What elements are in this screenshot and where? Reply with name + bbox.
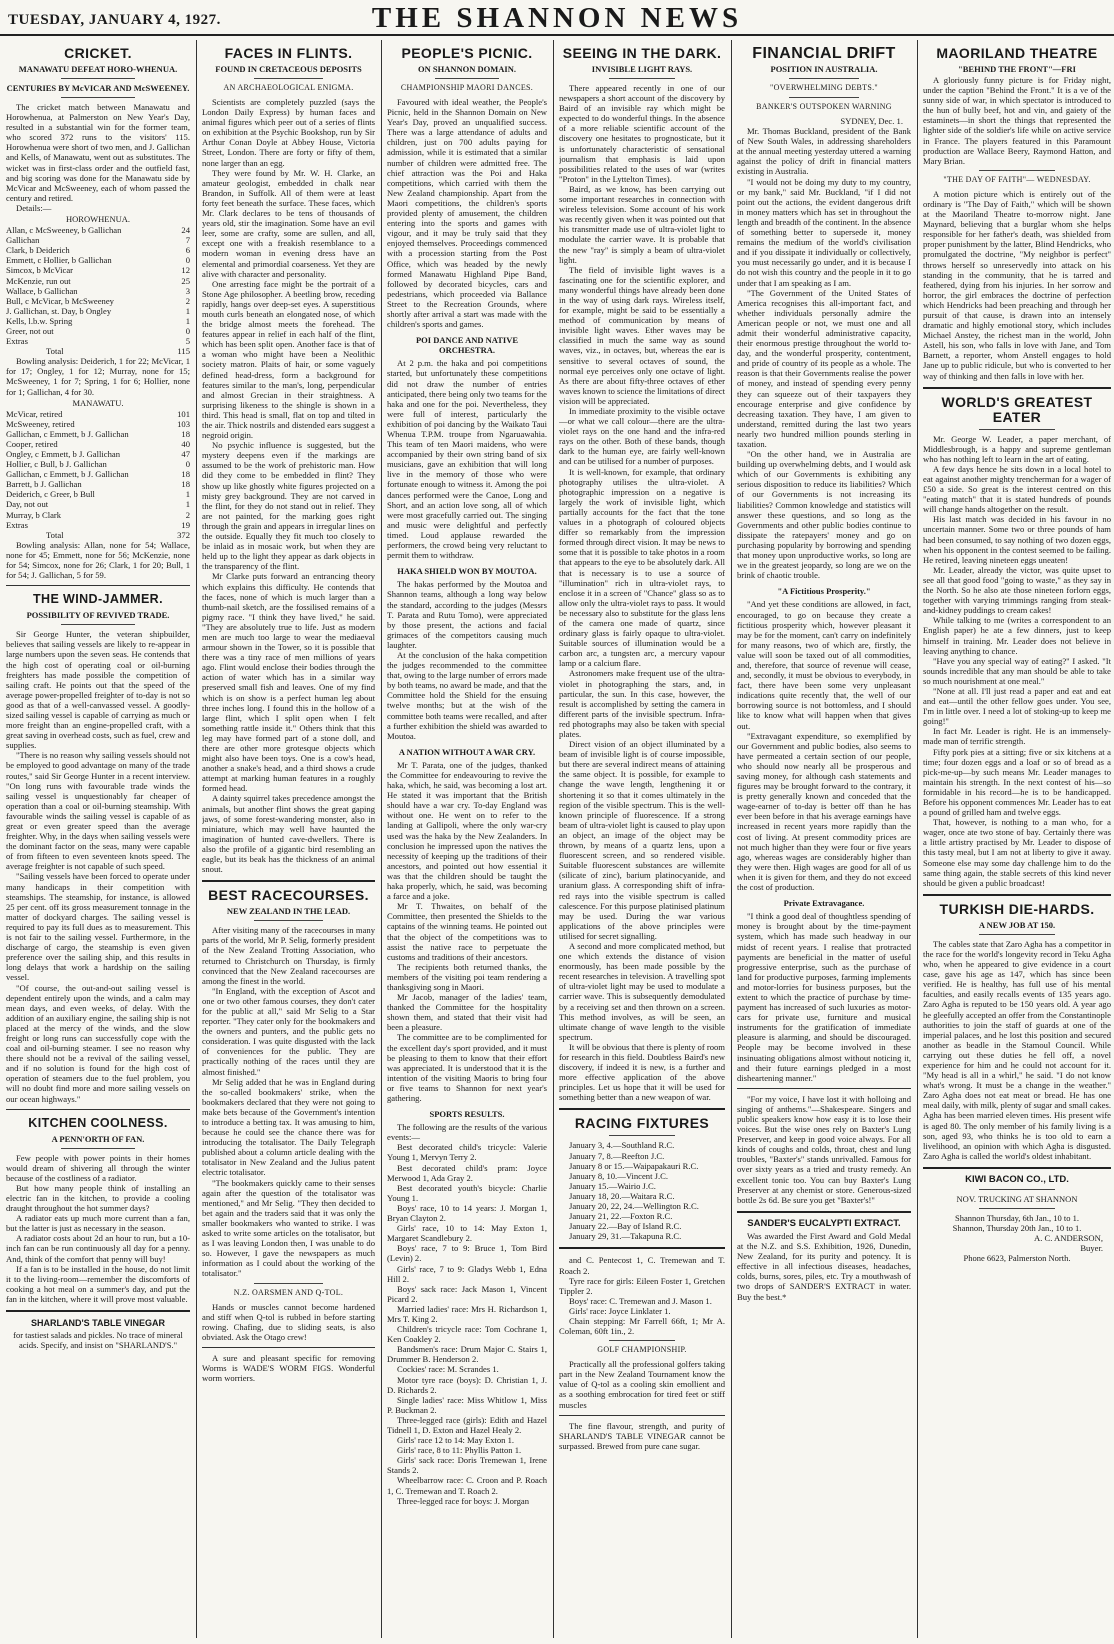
dark-paragraph: The field of invisible light waves is a fascinating one for the scientific explorer, and many wonderful things have already been done in the way of using dark rays. Wireless itself, for example, might be said to be essentially a method of communication by means of invisible light waves. Ether waves may be classified in much the same way as sound waves, viz., in octaves, but, whereas the ear is sensitive to several octaves of sound, the normal eye perceives only one octave of light. As there are about fifty-three octaves of ether waves known to science the limitations of direct vision will be appreciated.	[559, 264, 725, 406]
financial-paragraph: "And yet these conditions are allowed, in fact, encouraged, to go on because they create a fictitious prosperity which, however pleasant it may be for the moment, can't carry on indefinitely for many reasons, two of which are, firstly, the value will soon be taxed out of all commodities, and, therefore, that source of revenue will cease, and, secondly, it must be obvious to everybody, in fact, there have been some very unpleasant indications quite recently that, the well of our borrowing source is not bottomless, and I should like to know what will happen when that gives out.	[737, 599, 911, 731]
result-item: Best decorated child's tricycle: Valerie Young 1, Mervyn Terry 2.	[387, 1142, 547, 1163]
faces-paragraph: They were found by Mr. W. H. Clarke, an amateur geologist, embedded in chalk near Brandon, in Suffolk. All of them were at least forty feet beneath the surface. These faces, which Mr. Clark declares to be tens of thousands of years old, stir the imagination. Some have an evil leer, some are crafty, some are sullen, and all, except one with a freakish resemblance to a modern woman in evening dress have an elemental and primordial coarseness. Yet they are alive with character and personality.	[202, 167, 375, 279]
sports-results-list	[387, 1142, 547, 1505]
eater-paragraph: His last match was decided in his favour in no uncertain manner. Some two or three pounds of ham had been consumed, to say nothing of two dozen eggs, when his opponent in the contest seemed to be failing. He retired, leaving nineteen eggs uneaten!	[923, 514, 1111, 565]
fixture-row: January 15.—Wairio J.C.	[569, 1180, 656, 1191]
result-item: Boys' race, 10 to 14 years: J. Morgan 1, Bryan Clayton 2.	[387, 1202, 547, 1224]
batsman-entry: Day, not out	[6, 499, 49, 510]
windjammer-paragraph: "Of course, the out-and-out sailing vessel is dependent entirely upon the winds, and a calm may mean days, and even weeks, of delay. With the addition of an auxiliary engine, the sailing ship is not placed at the mercy of the winds, and the slow freight or long runs can successfully cope with the coal and oil-burning steamer. I see no reason why there should not be a revival of the sailing vessel, and if no solution is found for the high cost of operation of steamers due to the fuel problem, you will no doubt find more and more sailing vessels on our ocean highways."	[6, 982, 190, 1104]
column-2	[202, 40, 375, 1640]
turkish-headline: TURKISH DIE-HARDS.	[939, 900, 1095, 917]
fixture-row: January 20, 22, 24.—Wellington R.C.	[569, 1201, 699, 1212]
eater-headline: WORLD'S GREATEST EATER	[941, 393, 1093, 425]
oarsmen-headline: N.Z. OARSMEN AND Q-TOL.	[233, 1287, 344, 1297]
batsman-row	[6, 316, 190, 326]
batsman-entry: McKenzie, run out	[6, 275, 71, 286]
batsman-runs: 25	[181, 275, 190, 286]
dark-paragraph: Direct vision of an object illuminated by a beam of invisible light is of course impossible, but there are several indirect means of attaining the same object. It is possible, for example to change the wave length, lengthening it or shortening it so that it comes ultimately in the region of the visible spectrum. This is the well-known principle of fluorescence. If a strong beam of ultra-violet light is caused to play upon an object, an image of the object may be thrown, by means of a quartz lens, upon a fluorescent screen, and so rendered visible. Suitable fluorescent substances are willemite (silicate of zinc), barium platinocyanide, and uranium glass. A corresponding shift of infra-red rays into the visible spectrum is called calescence. For this purpose platinised platinum may be used. During the war various applications of the above principles were utilised for secret signalling.	[559, 739, 725, 941]
batsman-runs: 6	[185, 245, 190, 256]
batsman-runs: 101	[177, 408, 190, 419]
batsman-row	[6, 225, 190, 235]
eater-paragraph: Mr. Leader, already the victor, was quite upset to see all that good food "going to waste," as they say in the North. So he also ate those nineteen forlorn eggs, together with varying trimmings ranging from steak-and-kidney puddings to cream cakes!	[923, 564, 1111, 616]
sanders-ad-text: Was awarded the First Award and Gold Medal at the N.Z. and S.S. Exhibition, 1926, Dunedin, New Zealand, for its purity and potency. It is effective in all infectious diseases, headaches, colds, burns, sores, piles, etc. Try a mouthwash of two drops of SANDER'S EXTRACT in water. Buy the best.*	[737, 1230, 911, 1302]
racecourses-paragraph: Mr Selig added that he was in England during the so-called bookmakers' strike, when the bookmakers declared that they were not going to make bets because of the Government's intention to introduce a betting tax. It was amusing to him, because he could see the chance there was for introducing the totalisator. The Daily Telegraph published about a column article dealing with the totalisator in New Zealand and the Julius patent electric totalisator.	[202, 1076, 375, 1178]
kitchen-paragraph: A radiator costs about 2d an hour to run, but a 10-inch fan can be run continuously all day for a penny. And, think of the comfort that penny will buy!	[6, 1233, 190, 1264]
kitchen-paragraph: If a fan is to be installed in the house, do not limit it to the living-room—remember the discomforts of cooking a hot meal on a summer's day, and put the fan in the kitchen, where it will prove most valuable.	[6, 1263, 190, 1304]
faces-subhead-2: AN ARCHAEOLOGICAL ENIGMA.	[223, 83, 354, 92]
fixture-row: January 29, 31.—Takapuna R.C.	[569, 1231, 682, 1242]
dark-headline: SEEING IN THE DARK.	[562, 45, 722, 61]
column-3	[387, 40, 547, 1640]
fixture-row: January 7, 8.—Reefton J.C.	[569, 1150, 665, 1161]
result-item: Girls' race 12 to 14: May Exton 1.	[397, 1435, 515, 1446]
result-item: Boys' sack race: Jack Mason 1, Vincent Picard 2.	[387, 1283, 547, 1304]
faces-paragraph: One arresting face might be the portrait of a Stone Age philosopher. A beetling brow, receding rapidly, hangs over deep-set eyes. A superstitious mouth curls beneath an elongated nose, of which the bridge almost meets the forehead. The features appear in relief in each half of the flint, which has been split open. Another face is that of a woman who might have been a Neolithic society matron. Plaits of hair, or some vaguely defined head-dress, form a background for features similar to the man's, long, perpendicular and almost Grecian in their straightness. A surprising likeness to the shingle is shown in a third. This head is small, flat on top and tilted in the air. Thick nostrils and distended ears suggest a negroid origin.	[202, 278, 375, 441]
batsman-row	[6, 265, 190, 275]
windjammer-headline: THE WIND-JAMMER.	[32, 592, 163, 607]
column-rule	[196, 40, 197, 1638]
result-item: Boys' race: C. Tremewan and J. Mason 1.	[569, 1295, 712, 1306]
financial-headline: FINANCIAL DRIFT	[752, 45, 896, 62]
column-rule	[731, 40, 732, 1638]
result-item: Wheelbarrow race: C. Croon and P. Roach 1, C. Tremewan and T. Roach 2.	[387, 1475, 547, 1496]
haka-section-body	[387, 579, 547, 741]
war-cry-section-body	[387, 760, 547, 1103]
picnic-subhead-2: CHAMPIONSHIP MAORI DANCES.	[400, 83, 534, 92]
turkish-text: The cables state that Zaro Agha has a competitor in the race for the world's longevity record in Teku Agha who, when he appeared to give evidence in a court case, gave his age as 147, which has since been verified. He is healthy, has full use of his mental faculties, and easily recalls events of 135 years ago. Zaro Agha is reputed to be 150 years old. A year ago he gleefully accepted an offer from the Constantinople authorities to join the staff of guards at one of the imperial palaces, and he lost this position and secured another as beadle in the Stamoul Council. While carrying out these duties he fell off, a novel experience for him and he could not account for it. "My head is all in a whirl," he said. "I do not know what's wrong. It must be a change in the weather." Zaro Agha does not eat meat or bread. He has one meal daily, with milk, plenty of sugar and small cakes. Agha has been married eleven times. His present wife is aged 80. The only member of his family living is a son, aged 93, who thinks he is too old to earn a livelihood, an opinion with which Agha is disgusted. Zaro Agha is called the world's oldest inhabitant.	[923, 938, 1111, 1161]
cricket-details-label: Details:—	[16, 202, 52, 213]
fixture-row: January 3, 4.—Southland R.C.	[569, 1140, 675, 1151]
batsman-row	[6, 469, 190, 479]
dark-subhead: INVISIBLE LIGHT RAYS.	[591, 64, 693, 74]
war-cry-paragraph: The recipients both returned thanks, the members of the visiting poi team rendering a thanksgiving song in Maori.	[387, 961, 547, 992]
financial-subhead-2: "OVERWHELMING DEBTS."	[770, 83, 878, 92]
racing-fixtures-headline: RACING FIXTURES	[574, 1115, 710, 1132]
batsman-entry: Gallichan, c Emmett, b J. Gallichan	[6, 428, 129, 439]
kitchen-paragraph: A radiator eats up much more current than a fan, but the latter is just as necessary in the season.	[6, 1213, 190, 1234]
batsman-entry: Clark, b Deiderich	[6, 245, 70, 256]
sports-results-intro: The following are the results of the various events:—	[387, 1122, 547, 1143]
faces-subhead: FOUND IN CRETACEOUS DEPOSITS	[215, 64, 362, 74]
cricket-subhead: MANAWATU DEFEAT HORO-WHENUA.	[18, 64, 178, 74]
batsman-entry: Kells, l.b.w. Spring	[6, 315, 73, 326]
result-item: Children's tricycle race: Tom Cochrane 1, Ken Coakley 2.	[387, 1324, 547, 1345]
batsman-entry: Emmett, c Hollier, b Gallichan	[6, 255, 112, 266]
windjammer-paragraph: "There is no reason why sailing vessels should not be employed to good advantage on many of the trade routes," said Sir George Hunter in a recent interview. "On long runs with favourable trade winds the sailing vessel is unquestionably far cheaper of operation than a coal or oil-burning steamship. With favourable winds the sailing vessel is capable of as great or even greater speed than the average freighter. Why, in the days when sailing vessels were the dominant factor on the seas, many were capable of from fifteen to even seventeen knots speed. The average freighter is not capable of such speed.	[6, 750, 190, 872]
kitchen-headline: KITCHEN COOLNESS.	[28, 1115, 168, 1130]
result-item: Cockies' race: M. Scrandes 1.	[397, 1364, 499, 1375]
golf-headline: GOLF CHAMPIONSHIP.	[597, 1345, 687, 1355]
private-extravagance-heading: Private Extravagance.	[783, 898, 865, 909]
column-rule	[381, 40, 382, 1638]
batsman-runs: 103	[177, 418, 190, 429]
batsman-entry: Ongley, c Emmett, b J. Gallichan	[6, 449, 120, 459]
batsman-runs: 0	[185, 255, 190, 266]
batsman-entry: Extras	[6, 336, 28, 347]
batsman-runs: 18	[181, 479, 190, 490]
racecourses-subhead: NEW ZEALAND IN THE LEAD.	[226, 906, 351, 917]
fixture-row: January 8 or 15.—Waipapakauri R.C.	[569, 1160, 699, 1171]
racecourses-paragraph: "In England, with the exception of Ascot and one or two other famous courses, they don't cater for the public at all," said Mr Selig to a Star reporter. "They cater only for the bookmakers and the owners and punters, and the public gets no consideration. I was quite disgusted with the lack of conveniences for the public. They are practically nothing of the races until they are almost finished."	[202, 985, 375, 1077]
dark-paragraph: There appeared recently in one of our newspapers a short account of the discovery by Baird of an invisible ray which might be expected to do wonderful things. In the absence of a more reliable scientific account of the discovery one hesitates to prognosticate, but it is unfortunately characteristic of sensational journalism that emphasis is laid upon possibilities related to the uses of war (writes "Proton" in the Lyttelton Times).	[559, 83, 725, 184]
batsman-row	[6, 255, 190, 265]
eater-paragraph: Fifty pork pies at a sitting; five or six kitchens at a time; four dozen eggs and a loaf or so of bread as a pick-me-up—by such means Mr. Leader manages to maintain his strength. In the next contest of his—so formidable in his record—he is to be handicapped. Before his opponent commences Mr. Leader has to eat a pound of grilled ham and twelve eggs.	[923, 746, 1111, 818]
batsman-row	[6, 306, 190, 316]
day-of-faith-headline: "THE DAY OF FAITH"— WEDNESDAY.	[943, 174, 1091, 184]
vinegar-ad-title: SHARLAND'S TABLE VINEGAR	[31, 1318, 165, 1329]
cricket-subhead-2: CENTURIES BY McVICAR AND McSWEENEY.	[6, 83, 190, 93]
kitchen-body	[6, 1153, 190, 1304]
batsman-row	[6, 520, 190, 530]
result-item: Bandsmen's race: Drum Major C. Stairs 1, Drummer B. Henderson 2.	[387, 1344, 547, 1365]
result-item: Girls' sack race: Doris Tremewan 1, Irene Stands 2.	[387, 1455, 547, 1476]
financial-paragraph: "On the other hand, we in Australia are building up overwhelming debts, and I would ask which of our Governments is exhibiting any serious disposition to reduce its liabilities? Which of our Governments is not increasing its liabilities? Common knowledge and statistics will answer these questions, and so long as the Governments and other public bodies continue to dissipate the ratepayers' money and go on purchasing popularity by borrowing and spending that money upon unproductive works, so long are we in the greatest jeopardy, so long are we on the brink of chaotic trouble.	[737, 449, 911, 581]
racecourses-paragraph: After visiting many of the racecourses in many parts of the world, Mr P. Selig, formerly president of the New Zealand Trotting Association, who returned to Christchurch on Thursday, is firmly convinced that the New Zealand racecourses are among the finest in the world.	[202, 925, 375, 986]
vinegar-ad-2: The fine flavour, strength, and purity of SHARLAND'S TABLE VINEGAR cannot be surpassed. Brewed from pure cane sugar.	[559, 1420, 725, 1451]
haka-paragraph: The hakas performed by the Moutoa and Shannon teams, although a long way below the standard, according to the judges (Messrs T. Parata and Rutu Tomo), were appreciated by those present, the actions and facial grimaces of the competitors causing much laughter.	[387, 579, 547, 650]
poi-section-heading: POI DANCE AND NATIVE ORCHESTRA.	[415, 335, 519, 356]
fictitious-body	[737, 599, 911, 892]
cricket-headline: CRICKET.	[64, 45, 132, 61]
picnic-headline: PEOPLE'S PICNIC.	[401, 45, 533, 61]
result-item: Married ladies' race: Mrs H. Richardson 1, Mrs T. King 2.	[387, 1303, 547, 1324]
poi-section-body	[387, 358, 547, 560]
kitchen-subhead: A PENN'ORTH OF FAN.	[51, 1133, 145, 1144]
batsman-entry: Extras	[6, 519, 28, 530]
racecourses-headline: BEST RACECOURSES.	[208, 887, 369, 904]
dark-paragraph: It is well-known, for example, that ordinary photography utilises the ultra-violet. A photographic impression on a negative is largely the work of invisible light, which partially accounts for the fact that the tone values in a photograph of coloured objects differ so remarkably from the impression formed through direct vision. It may be news to some that it is possible to take photos in a room that appears to the eye to be absolutely dark. All that is necessary is to use a source of "illumination" rich in ultra-violet rays, to enclose it in a screen of "Chance" glass so as to allow only the ultra-violet rays to pass. It would be necessary also to substitute for the glass lens of the camera one made of quartz, since ordinary glass is fairly opaque to ultra-violet. Suitable sources of illumination would be a carbon arc, a tungsten arc, a mercury vapour lamp or a calcium flare.	[559, 466, 725, 669]
batsman-runs: 24	[181, 225, 190, 236]
kiwi-bacon-name: A. C. ANDERSON,	[1034, 1233, 1103, 1243]
faces-paragraph: No psychic influence is suggested, but the mystery deepens even if the markings are assumed to be the work of prehistoric man. How did they come to be embedded in flint? They show up like ghostly white figures projected on a misty grey background. They are not carved in the flint, for they do not stand out in relief. They are not painted, for the marking goes right through the grain and appears in irregular lines on the outside. Equally they fit much too closely to be inlaid as in mosaic work, but when they are held up to the light they appear as dark objects in the transparency of the flint.	[202, 440, 375, 572]
kiwi-bacon-role: Buyer.	[1080, 1243, 1103, 1254]
eater-paragraph: While talking to me (writes a correspondent to an English paper) he ate a few dinners, just to keep himself in training. Mr. Leader does not believe in leaving anything to chance.	[923, 615, 1111, 656]
maoriland-text: A gloriously funny picture is for Friday night, under the caption "Behind the Front." It is a ve of the sunny side of war, in which spectator is introduced to the hun of bully beef, hot and vin, and gaiety of the estaminets—in short the things that represented the lighter side of the soldier's life while on active service in France. The players featured in this Paramount production are Wallace Beery, Raymond Hatton, and Mary Brian.	[923, 75, 1111, 166]
batsman-row	[6, 479, 190, 489]
racecourses-paragraph: "The bookmakers quickly came to their senses again after the question of the totalisator was mentioned," and Mr Selig. "They then decided to bet again and the traders said that it was only the smaller bookmakers who wanted to strike. I was asked to write some articles on the totalisator, but as I was leaving London then, I was unable to do so. However, I gave the newspapers as much information as I could about the working of the totalisator."	[202, 1177, 375, 1279]
dark-body	[559, 83, 725, 1102]
financial-body	[737, 126, 911, 580]
sanders-ad-title: SANDER'S EUCALYPTI EXTRACT.	[747, 1217, 901, 1229]
batsman-row	[6, 409, 190, 419]
financial-paragraph: "Extravagant expenditure, so exemplified by our Government and public bodies, also seems to have permeated a certain section of our people, who should now nearly all be prosperous and saving money, for although cash statements and figures may be brought forward to the contrary, it is pretty generally known and conceded that the wage-earner of to-day is better off than he has ever been before in that his average earnings have increased in recent years more rapidly than the cost of living. At present commodity prices are not much higher than they were four or five years ago, whereas wages are considerably higher than they were then. High wages are good for all of us when it is given for them, and they do not exceed the cost of production.	[737, 730, 911, 893]
batsman-runs: 47	[181, 449, 190, 459]
eater-paragraph: "Have you any special way of eating?" I asked. "It sounds incredible that any man should be able to take so much nourishment at one meal."	[923, 655, 1111, 686]
war-cry-section-heading: A NATION WITHOUT A WAR CRY.	[398, 746, 536, 757]
eater-paragraph: A few days hence he sits down in a local hotel to eat against another mighty trencherman for a wager of £50 a side. So great is the interest centred on this "eating match" that it is stated hundreds of pounds will change hands altogether on the result.	[923, 463, 1111, 515]
batsman-row	[6, 336, 190, 346]
picnic-paragraph: Favoured with ideal weather, the People's Picnic, held in the Shannon Domain on New Year's Day, proved an unqualified success. There was a large attendance of adults and children, just on 700 adults paying for admission, while it is estimated that a similar number of children were admitted free. The chief attraction was the Poi and Haka competitions, which carried with them the New Zealand championship. Apart from the Maori competitions, the children's sports provided plenty of amusement, the children entering into the sports and games with vigour, and it may be truly said that they enjoyed themselves. Proceedings commenced with a procession starting from the Post Office, which was headed by the newly formed Manawatu Highland Pipe Band, followed by decorated bicycles, cars and pedestrians, which proceeded via Ballance Street to the Recreation Grounds, where shortly after arrival a start was made with the children's sports and games.	[387, 97, 547, 330]
eater-paragraph: That, however, is nothing to a man who, for a wager, once ate two stone of bay. Certainly there was a little artistry practised by Mr. Leader to dispose of this tasty meal, but I am not at liberty to give it away. Someone else may some day challenge him to do the same thing again, the stable secrets of this kind never should be given a public broadcast!	[923, 817, 1111, 888]
batsman-runs: 1	[185, 315, 190, 326]
newspaper-title: THE SHANNON NEWS	[371, 2, 743, 34]
vinegar-ad-text: for tastiest salads and pickles. No trace of mineral acids. Specify, and insist on "SHARLAND'S."	[13, 1330, 183, 1351]
worm-figs-ad: A sure and pleasant specific for removing Worms is WADE'S WORM FIGS. Wonderful worm worriers.	[202, 1352, 375, 1384]
kiwi-bacon-title: KIWI BACON CO., LTD.	[965, 1173, 1069, 1185]
batsman-row	[6, 296, 190, 306]
kitchen-paragraph: But how many people think of installing an electric fan in the kitchen, to provide a cooling draught throughout the hot summer days?	[6, 1182, 190, 1214]
result-item: Three-legged race for boys: J. Morgan	[397, 1495, 530, 1506]
batsman-runs: 1	[185, 305, 190, 316]
batsman-runs: 18	[181, 428, 190, 439]
faces-body	[202, 97, 375, 874]
fixture-row: January 18, 20.—Waitara R.C.	[569, 1190, 675, 1201]
batsman-entry: Gallichan, c Emmett, b J. Gallichan	[6, 469, 129, 480]
team1-name: HOROWHENUA.	[66, 214, 130, 225]
financial-paragraph: "The Government of the United States of America recognises this all-important fact, and whether individuals personally admire the American people or not, we must one and all admit their wonderful administrative capacity, their enormous prestige throughout the world to-day, and the wonderful prosperity, contentment, and pride of country of its people as a whole. The reason is that their Governments realise the power of money, and instead of spending every penny they can squeeze out of their taxpayers they encourage enterprise and give confidence by decreasing taxation. They have, I am given to understand, remitted during the last two years nearly two hundred million pounds sterling in taxation.	[737, 287, 911, 449]
dark-paragraph: It will be obvious that there is plenty of room for research in this field. Doubtless Baird's new discovery, if indeed it is new, is a further and more effective application of the above principles. Let us hope that it will be used for something better than a new weapon of war.	[559, 1041, 725, 1103]
batsman-entry: Deiderich, c Greer, b Bull	[6, 489, 95, 500]
financial-paragraph: "I would not be doing my duty to my country, or my bank," said Mr. Buckland, "if I did not point out the actions, the evident dangerous drift in money matters which has set in throughout the length and breadth of the continent. In the absence of something better to supersede it, money remains the medium of the world's civilisation and if you dissipate it individually or collectively, you must necessarily go under, and it is because I do not wish this country and the people in it to go under that I am speaking as I am.	[737, 176, 911, 288]
eater-paragraph: Mr. George W. Leader, a paper merchant, of Middlesbrough, is a happy and supreme gentleman who has nothing left to learn in the art of eating.	[923, 433, 1111, 464]
haka-section-heading: HAKA SHIELD WON BY MOUTOA.	[397, 566, 537, 577]
batsman-row	[6, 276, 190, 286]
batsman-runs: 2	[185, 295, 190, 306]
team1-bowling: Bowling analysis: Deiderich, 1 for 22; McVicar, 1 for 17; Ongley, 1 for 12; Murray, none for 15; McSweeney, 1 for 7; Spring, 1 for 6; Hollier, none for 1; Gallichan, 4 for 30.	[6, 356, 190, 397]
batsman-runs: 18	[181, 469, 190, 480]
kiwi-bacon-subhead: NOV. TRUCKING AT SHANNON	[956, 1194, 1078, 1204]
team1-total: Total 115	[46, 346, 190, 357]
batsman-entry: Gallichan	[6, 235, 40, 246]
windjammer-subhead: POSSIBILITY OF REVIVED TRADE.	[26, 610, 170, 621]
batsman-runs: 2	[185, 509, 190, 520]
kiwi-bacon-line-1: Shannon Thursday, 6th Jan., 10 to 1.	[955, 1213, 1079, 1223]
dark-paragraph: A second and more complicated method, but one which extends the distance of vision enormously, has been made possible by the recent researches in television. A travelling spot of ultra-violet light may be used to modulate a carrier wave. This is subsequently demodulated by a receiving set and then thrown on a screen. This method involves, as will be seen, an ultimate change of wave length to the visible spectrum.	[559, 940, 725, 1042]
team2-scorecard	[6, 409, 190, 530]
issue-date: TUESDAY, JANUARY 4, 1927.	[8, 12, 221, 28]
result-item: Best decorated child's pram: Joyce Merwood 1, Ada Gray 2.	[387, 1162, 547, 1183]
fixture-row: January 21, 22.—Foxton R.C.	[569, 1211, 673, 1222]
batsman-runs: 0	[185, 459, 190, 470]
batsman-row	[6, 499, 190, 509]
result-item: Single ladies' race: Miss Whitlow 1, Miss P. Buckman 2.	[387, 1394, 547, 1415]
oarsmen-text: Hands or muscles cannot become hardened and stiff when Q-tol is rubbed in before starting rowing. Chafing, due to sliding seats, is also obviated. Ask the Otago crew!	[202, 1301, 375, 1342]
maoriland-subhead: "BEHIND THE FRONT"—FRI	[958, 64, 1076, 74]
picnic-intro	[387, 97, 547, 329]
fictitious-heading: "A Fictitious Prosperity."	[777, 586, 871, 597]
maoriland-headline: MAORILAND THEATRE	[936, 45, 1098, 61]
batsman-row	[6, 459, 190, 469]
dark-paragraph: In immediate proximity to the visible octave—or what we call colour—there are the ultra-violet rays on the one hand and the infra-red rays on the other. Both of these bands, though dark to the human eye, are fairly well-known and can be utilised for a number of purposes.	[559, 406, 725, 467]
column-rule	[553, 40, 554, 1638]
fixture-row: January 22.—Bay of Island R.C.	[569, 1221, 682, 1232]
poi-paragraph: At 2 p.m. the haka and poi competitions started, but unfortunately these competitions did not draw the number of entries anticipated, there being only two teams for the haka and one for the poi. Nevertheless, they were full of interest, particularly the exhibition of poi dancing by the Waikato Taui Whenua T.P.M. troupe from Ngaruawahia. This team of ten Maori maidens, who were accompanied by their own string band of six musicians, gave an exhibition that will long live in the memory of those who were fortunate enough to witness it. Among the poi dances performed were the Canoe, Long and Short, and an action love song, all of which were most gracefully carried out. The singing and music were delightful and perfectly timed. Loud applause rewarded the performers, the crowd being very reluctant to permit them to withdraw.	[387, 358, 547, 561]
haka-paragraph: At the conclusion of the haka competition the judges recommended to the committee that, owing to the large number of errors made by both teams, no award be made, and that the Committee hold the Shield for the ensuing twelve months; but at the wish of the committee both teams were recalled, and after a further exhibition the shield was awarded to Moutoa.	[387, 649, 547, 741]
financial-paragraph: Mr. Thomas Buckland, president of the Bank of New South Wales, in addressing shareholders at the annual meeting yesterday uttered a warning against the policy of drift in financial matters existing in Australia.	[737, 126, 911, 177]
batsman-runs: 5	[185, 336, 190, 347]
sports-results-heading: SPORTS RESULTS.	[429, 1109, 505, 1120]
result-item: Girls' race, 10 to 14: May Exton 1, Margaret Scandlebury 2.	[387, 1223, 547, 1244]
war-cry-paragraph: Mr T. Parata, one of the judges, thanked the Committee for endeavouring to revive the haka, which, he said, was becoming a lost art. He stated it was important that the British should have a war cry. To-day England was without one. He went on to refer to the landing at Gallipoli, where the only war-cry used was the haka by the New Zealanders. In conclusion he impressed upon the natives the necessity of keeping up the traditions of their ancestors, and pointed out how essential it was that the children should be taught the haka properly, which, he said, was becoming a farce and a joke.	[387, 759, 547, 902]
racing-fixtures-list	[559, 1140, 725, 1241]
result-item: and C. Pentecost 1, C. Tremewan and T. Roach 2.	[559, 1255, 725, 1276]
batsman-runs: 7	[185, 235, 190, 246]
batsman-entry: Murray, b Clark	[6, 509, 62, 520]
batsman-row	[6, 429, 190, 439]
batsman-row	[6, 235, 190, 245]
team2-bowling: Bowling analysis: Allan, none for 54; Wallace, none for 45; Emmett, none for 56; McKenzie, none for 54; Simcox, none for 26; Clark, 1 for 20; Bull, 1 for 54; J. Gallichan, 5 for 59.	[6, 539, 190, 581]
financial-subhead-3: BANKER'S OUTSPOKEN WARNING	[756, 102, 892, 111]
kiwi-bacon-line-2: Shannon, Thursday 20th Jan., 10 to 1.	[952, 1223, 1082, 1233]
faces-paragraph: Mr Clarke puts forward an entrancing theory which explains this difficulty. He contends that the faces, none of which is much larger than a thumb-nail sketch, are the fossilised remains of a pigmy race. "I think they have lived," he said. "They are absolutely true to life. Just as modern men are much too large to wear the mediaeval armour shown in the Tower, so it is possible that there was a tiny race of men millions of years ago. Flint would enclose their bodies through the action of water which has in a similar way preserved small fish and leaves. One of my find which is on show is a perfect human leg about three inches long. I found this in the hollow of a large flint, which I split open when I felt something rattle inside it." Others think that this leg may have formed part of a stone doll, and there are other more grotesque objects which might also have been toys. One is a cow's head, another a snake's head, and a third shows a crude attempt at marking human features in a roughly formed head.	[202, 571, 375, 794]
batsman-row	[6, 245, 190, 255]
column-rule	[917, 40, 918, 1638]
windjammer-paragraph: Sir George Hunter, the veteran shipbuilder, believes that sailing vessels are likely to re-appear in large numbers upon the seven seas. He contends that the high cost of operating coal or oil-burning freighters has made possible the competition of sailing craft. He points out that the speed of the average power-propelled freighter of to-day is not so good as that of a well-canvassed vessel. A goodly-sized sailing vessel is capable of carrying as much or more freight than an engine-propelled craft, with a great saving in overhead costs, such as fuel, crew and supplies.	[6, 629, 190, 751]
result-item: Motor tyre race (boys): D. Christian 1, J. D. Richards 2.	[387, 1374, 547, 1395]
turkish-subhead: A NEW JOB AT 150.	[978, 919, 1056, 930]
batsman-runs: 1	[185, 489, 190, 500]
faces-paragraph: A dainty squirrel takes precedence amongst the animals, but another flint shows the great gaping jaws, of some forest-wandering monster, also in miniature, which may well have haunted the imagination of hunted cave-dwellers. There is also the profile of a gigantic bird resembling an eagle, but its beak has the thickness of an animal snout.	[202, 793, 375, 875]
column-1	[6, 40, 190, 1640]
financial-paragraph: "I think a good deal of thoughtless spending of money is brought about by the time-payment system, which has made such headway in our midst of recent years. I realise that protracted payments are beneficial in the matter of useful progressive enterprise, such as the purchase of land for productive purposes, farming implements and motor-lorries for business purposes, but the extent to which the practice of purchase by time-payment has increased of such luxuries as motor-cars for private use, furniture and musical instruments for the gratification of immediate pleasure is alarming, and should be discouraged. People may be become involved in these insinuating obligations almost without noticing it, and their future earnings pledged in a most disheartening manner."	[737, 911, 911, 1083]
batsman-runs: 3	[185, 285, 190, 296]
faces-headline: FACES IN FLINTS.	[224, 45, 353, 61]
batsman-entry: Allan, c McSweeney, b Gallichan	[6, 225, 122, 236]
result-item: Boys' race, 7 to 9: Bruce 1, Tom Bird (Levin) 2.	[387, 1243, 547, 1264]
batsman-runs: 19	[181, 519, 190, 530]
faces-paragraph: Scientists are completely puzzled (says the London Daily Express) by human faces and animal figures which peer out of a series of flints on exhibition at the Psychic Bookshop, run by Sir Arthur Conan Doyle at Abbey House, Victoria Street, London. There are forty or fifty of them, none larger than an egg.	[202, 97, 375, 168]
windjammer-body	[6, 629, 190, 1103]
eater-paragraph: In fact Mr. Leader is right. He is an immensely-made man of terrific strength.	[923, 726, 1111, 747]
batsman-entry: Barrett, b J. Gallichan	[6, 479, 82, 490]
batsman-runs: 12	[181, 265, 190, 276]
batsman-entry: Wallace, b Gallichan	[6, 285, 78, 296]
batsman-row	[6, 510, 190, 520]
racecourses-body	[202, 925, 375, 1278]
batsman-entry: McVicar, retired	[6, 408, 63, 419]
batsman-row	[6, 449, 190, 459]
dateline: SYDNEY, Dec. 1.	[840, 116, 903, 126]
dark-paragraph: Astronomers make frequent use of the ultra-violet in photographing the stars, and, in particular, the sun. In this case, however, the result is accomplished by setting the camera in different parts of the invisible spectrum. Infra-red photographs may also be taken with special plates.	[559, 668, 725, 739]
result-item: Chain stepping: Mr Farrell 66ft, 1; Mr A. Coleman, 60ft 1in., 2.	[559, 1315, 725, 1337]
team1-scorecard	[6, 225, 190, 346]
batsman-runs: 0	[185, 325, 190, 336]
batsman-row	[6, 489, 190, 499]
column-5	[737, 40, 911, 1640]
batsman-row	[6, 419, 190, 429]
batsman-entry: Cooper, retired	[6, 438, 58, 449]
batsman-entry: Simcox, b McVicar	[6, 265, 74, 276]
team2-name: MANAWATU.	[72, 397, 124, 408]
baxter-ad: "For my voice, I have lost it with holloing and singing of anthems."—Shakespeare. Singers and public speakers know how easy it is to lose their voices. But the wise ones rely on Baxter's Lung Preserver, and keep in good voice always. For all kinds of coughs and colds, throat, chest and lung troubles, "Baxter's" stands unrivalled. Famous for over sixty years as a tried and trusty remedy. An excellent tonic too. You can buy Baxter's Lung Preserver at any chemist or store. Generous-sized bottle 2s 6d. Be sure you get "Baxter's!"	[737, 1093, 911, 1205]
team2-total: Total 372	[46, 529, 190, 540]
cricket-intro: The cricket match between Manawatu and Horowhenua, at Palmerston on New Year's Day, resulted in a substantial win for the former team, who scored 372 runs to the visitors' 115. Horowhenua were short of two men, and J. Gallichan and Kells, of Manawatu, went out as substitutes. The wicket was in first-class order and the outfield fast, and big scoring was done for the Manawatu side by McVicar and McSweeney, each of whom passed the century and retired.	[6, 102, 190, 203]
windjammer-paragraph: "Sailing vessels have been forced to operate under many handicaps in their competition with steamships. The steamship, for instance, is allowed 25 per cent. off its gross measurement tonnage in the matter of dockyard charges. The sailing vessel is required to pay its full dues as to measurement. This is not fair to the sailing vessel. Furthermore, in the discharge of cargo, the steamship is even given preference over the sailing ship, and this results in long delays that work a hardship on the sailing vessel.	[6, 871, 190, 983]
golf-text: Practically all the professional golfers taking part in the New Zealand Tournament know the value of Q-tol as a cooling skin emollient and as a soothing embrocation for tired feet or stiff muscles	[559, 1359, 725, 1410]
result-item: Girls' race, 8 to 11: Phyllis Patton 1.	[397, 1445, 522, 1456]
war-cry-paragraph: Mr T. Thwaites, on behalf of the Committee, then presented the Shields to the captains of the winning teams. He pointed out that the object of the competitions was to assist the native race to perpetuate the customs and traditions of their ancestors.	[387, 901, 547, 962]
picnic-subhead: ON SHANNON DOMAIN.	[418, 64, 516, 74]
column-4	[559, 40, 725, 1640]
eater-paragraph: "None at all. I'll just read a paper and eat and eat and eat—until the other fellow goes under. You see, I'm in little over. I need a lot of stoking-up to keep me going!"	[923, 685, 1111, 727]
sports-results-continued	[559, 1255, 725, 1336]
result-item: Girls' race: Joyce Linklater 1.	[569, 1305, 671, 1316]
batsman-runs: 40	[181, 438, 190, 449]
kitchen-paragraph: Few people with power points in their homes would dream of shivering all through the winter because of the costliness of a radiator.	[6, 1152, 190, 1183]
batsman-row	[6, 439, 190, 449]
column-6	[923, 40, 1111, 1640]
masthead	[0, 0, 1114, 36]
batsman-runs: 1	[185, 499, 190, 510]
batsman-entry: Bull, c McVicar, b McSweeney	[6, 295, 114, 306]
batsman-entry: McSweeney, retired	[6, 418, 75, 429]
day-of-faith-text: A motion picture which is entirely out of the ordinary is "The Day of Faith," which will be shown at the Maoriland Theatre to-morrow night. Jane Maynard, believing that a burglar whom she helps responsible for her father's death, was shielded from proper punishment by the latter, Blind Hendricks, who promulgated the doctrine, "My neighbor is perfect" throws herself so unreservedly into attack on his standing in the community, that he is tarred and feathered, dying from his injuries. In her sorrow and horror, the girl embraces the doctrine of perfection which Hendricks had been preaching and through her pursuit of that cause, is drawn into an intensely dramatic and highly emotional story, which includes Michael Anstey, the richest man in the world, John Astell, his son, who falls in love with Jane, and Tom Barnett, a reporter, whom Anstell engages to hold Jane up to public ridicule, but who is converted to her way of thinking and then falls in love with her.	[923, 188, 1111, 381]
batsman-row	[6, 326, 190, 336]
batsman-entry: Hollier, c Bull, b J. Gallichan	[6, 459, 107, 470]
batsman-entry: J. Gallichan, st. Day, b Ongley	[6, 305, 112, 316]
dark-paragraph: Baird, as we know, has been carrying out some important researches in connection with wireless television. Some account of his work was recently given when it was pointed out that his transmitter made use of ultra-violet light to modulate the carrier wave. It is probable that the new "ray" is simply a beam of ultra-violet light.	[559, 183, 725, 265]
war-cry-paragraph: The committee are to be complimented for the excellent day's sport provided, and it must be pleasing to them to know that their effort was appreciated. It is understood that it is the intention of the visiting Maoris to bring four or five teams to Shannon for next year's gathering.	[387, 1032, 547, 1103]
result-item: Three-legged race (girls): Edith and Hazel Tidnell 1, D. Exton and Hazel Healy 2.	[387, 1414, 547, 1435]
result-item: Girls' race, 7 to 9: Gladys Webb 1, Edna Hill 2.	[387, 1263, 547, 1284]
batsman-entry: Greer, not out	[6, 325, 54, 336]
result-item: Best decorated youth's bicycle: Charlie Young 1.	[387, 1182, 547, 1203]
private-extravagance-body	[737, 911, 911, 1083]
financial-subhead: POSITION IN AUSTRALIA.	[770, 64, 878, 74]
fixture-row: January 8, 10.—Vincent J.C.	[569, 1170, 669, 1181]
eater-body	[923, 434, 1111, 888]
batsman-row	[6, 286, 190, 296]
kiwi-bacon-phone: Phone 6623, Palmerston North.	[963, 1253, 1071, 1264]
result-item: Tyre race for girls: Eileen Foster 1, Gretchen Tippler 2.	[559, 1275, 725, 1296]
war-cry-paragraph: Mr Jacob, manager of the ladies' team, thanked the Committee for the hospitality shown them, and stated that their visit had been a pleasure.	[387, 992, 547, 1033]
